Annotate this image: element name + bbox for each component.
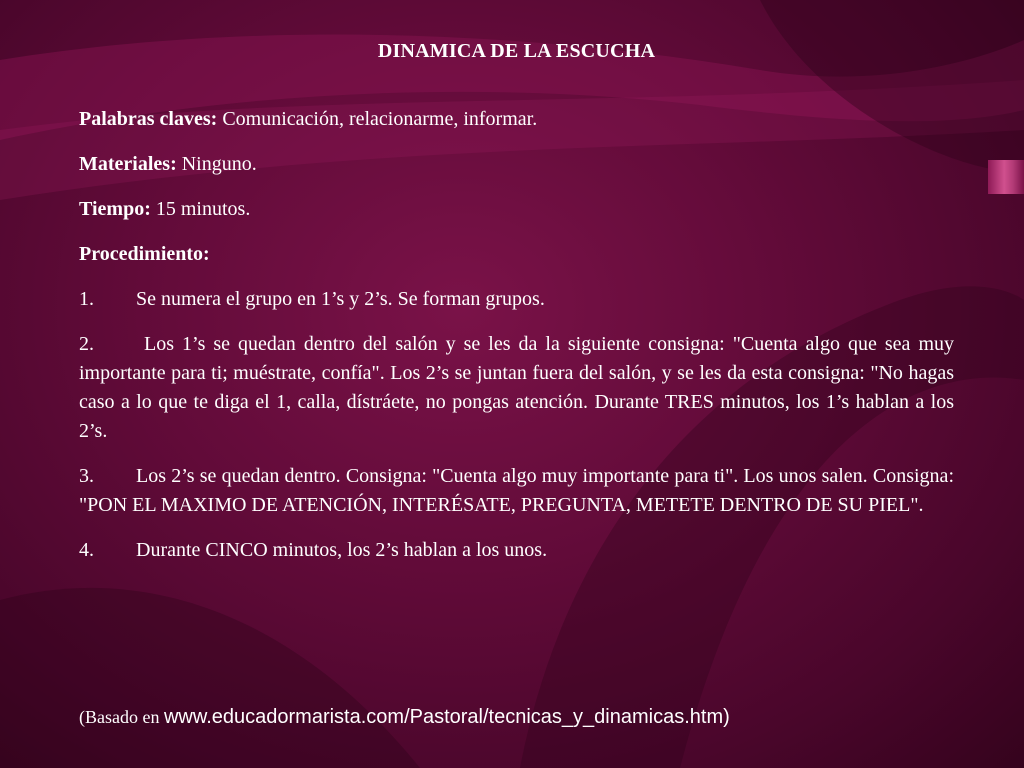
procedure-label: Procedimiento: <box>79 243 210 265</box>
source-footer <box>79 703 730 731</box>
step-text: Los 1’s se quedan dentro del salón y se les da la siguiente consigna: "Cuenta algo que sea muy importante para ti; muéstrate, confía". Los 2’s se juntan fuera del salón, y se les da esta consigna: "No hagas caso a lo que te diga el 1, calla, dístráete, no pongas atención. Durante TRES minutos, los 1’s hablan a los 2’s. <box>79 333 954 442</box>
step-number: 1. <box>79 288 94 310</box>
procedure-line <box>79 240 954 269</box>
step-text: Los 2’s se quedan dentro. Consigna: "Cuenta algo muy importante para ti". Los unos salen. Consigna: "PON EL MAXIMO DE ATENCIÓN, INTERÉSATE, PREGUNTA, METETE DENTRO DE SU PIEL". <box>79 465 954 516</box>
source-link[interactable]: www.educadormarista.com/Pastoral/tecnicas_y_dinamicas.htm) <box>163 706 730 728</box>
step-number: 2. <box>79 333 94 355</box>
step-number: 3. <box>79 465 94 487</box>
step-number: 4. <box>79 539 94 561</box>
step-item <box>79 536 954 565</box>
step-item <box>79 330 954 446</box>
materials-value: Ninguno. <box>176 153 257 175</box>
step-item <box>79 462 954 520</box>
step-item <box>79 285 954 314</box>
decorative-side-tab <box>988 160 1024 194</box>
time-value: 15 minutos. <box>150 198 251 220</box>
materials-label: Materiales: <box>79 153 177 175</box>
footer-prefix: (Basado en <box>79 707 164 727</box>
keywords-line <box>79 105 954 134</box>
step-text: Se numera el grupo en 1’s y 2’s. Se forman grupos. <box>136 288 545 310</box>
time-line <box>79 195 954 224</box>
materials-line <box>79 150 954 179</box>
time-label: Tiempo: <box>79 198 151 220</box>
slide-title: DINAMICA DE LA ESCUCHA <box>377 40 656 62</box>
keywords-label: Palabras claves: <box>79 108 218 130</box>
step-text: Durante CINCO minutos, los 2’s hablan a los unos. <box>136 539 548 561</box>
keywords-value: Comunicación, relacionarme, informar. <box>217 108 538 130</box>
slide-content <box>79 40 954 581</box>
